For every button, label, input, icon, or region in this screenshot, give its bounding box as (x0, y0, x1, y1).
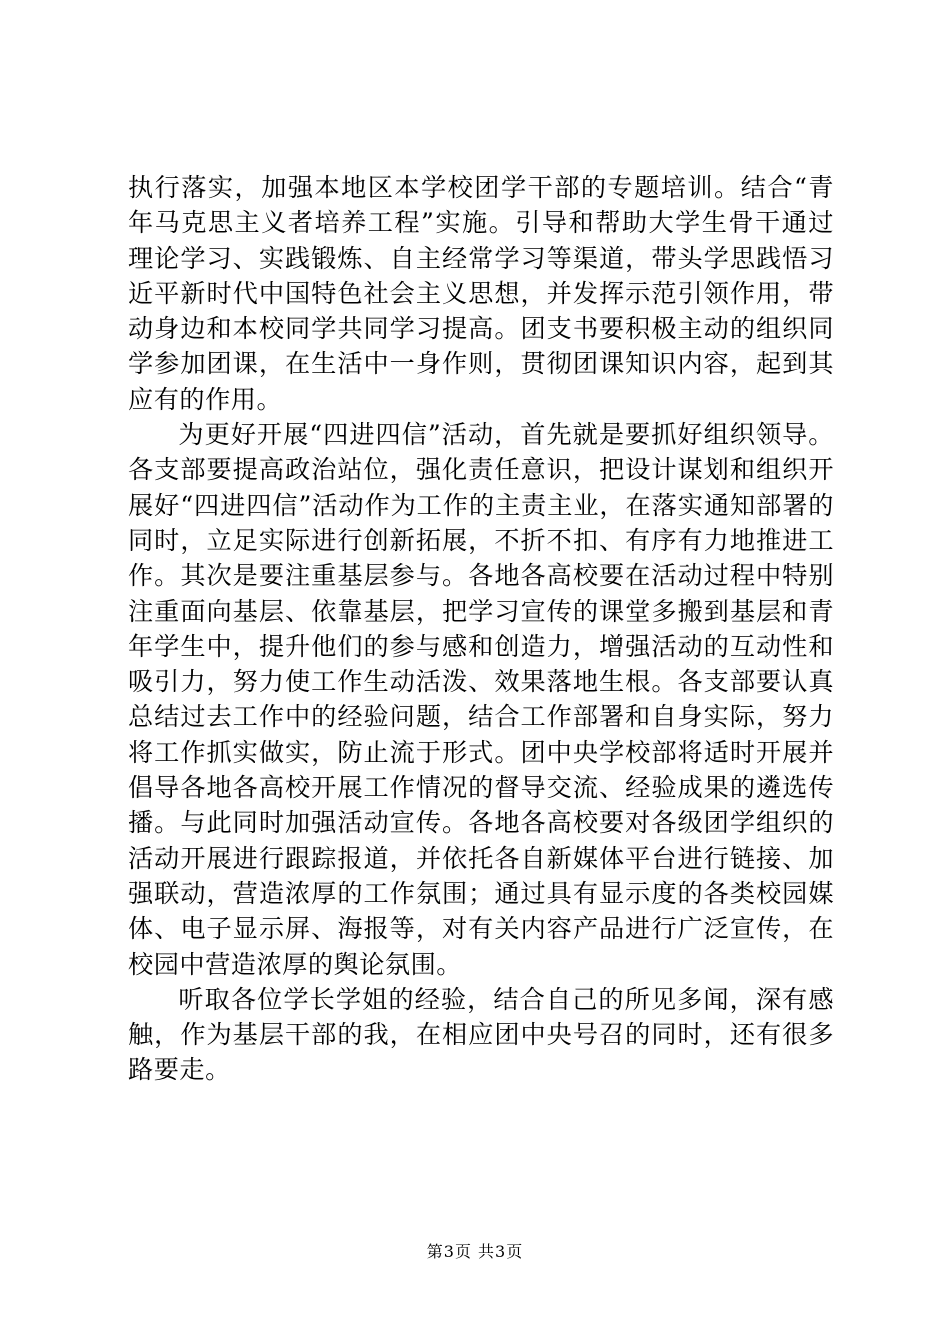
paragraph-3: 听取各位学长学姐的经验，结合自己的所见多闻，深有感触，作为基层干部的我，在相应团中央号召的同时，还有很多路要走。 (128, 984, 834, 1085)
paragraph-1: 执行落实，加强本地区本学校团学干部的专题培训。结合“青年马克思主义者培养工程”实施。引导和帮助大学生骨干通过理论学习、实践锻炼、自主经常学习等渠道，带头学思践悟习近平新时代中国特色社会主义思想，并发挥示范引领作用，带动身边和本校同学共同学习提高。团支书要积极主动的组织同学参加团课，在生活中一身作则，贯彻团课知识内容，起到其应有的作用。 (128, 173, 834, 414)
document-body (128, 170, 834, 1088)
paragraph-2: 为更好开展“四进四信”活动，首先就是要抓好组织领导。各支部要提高政治站位，强化责任意识，把设计谋划和组织开展好“四进四信”活动作为工作的主责主业，在落实通知部署的同时，立足实际进行创新拓展，不折不扣、有序有力地推进工作。其次是要注重基层参与。各地各高校要在活动过程中特别注重面向基层、依靠基层，把学习宣传的课堂多搬到基层和青年学生中，提升他们的参与感和创造力，增强活动的互动性和吸引力，努力使工作生动活泼、效果落地生根。各支部要认真总结过去工作中的经验问题，结合工作部署和自身实际，努力将工作抓实做实，防止流于形式。团中央学校部将适时开展并倡导各地各高校开展工作情况的督导交流、经验成果的遴选传播。与此同时加强活动宣传。各地各高校要对各级团学组织的活动开展进行跟踪报道，并依托各自新媒体平台进行链接、加强联动，营造浓厚的工作氛围；通过具有显示度的各类校园媒体、电子显示屏、海报等，对有关内容产品进行广泛宣传，在校园中营造浓厚的舆论氛围。 (128, 420, 834, 979)
page-footer: 第3页 共3页 (426, 1242, 524, 1261)
